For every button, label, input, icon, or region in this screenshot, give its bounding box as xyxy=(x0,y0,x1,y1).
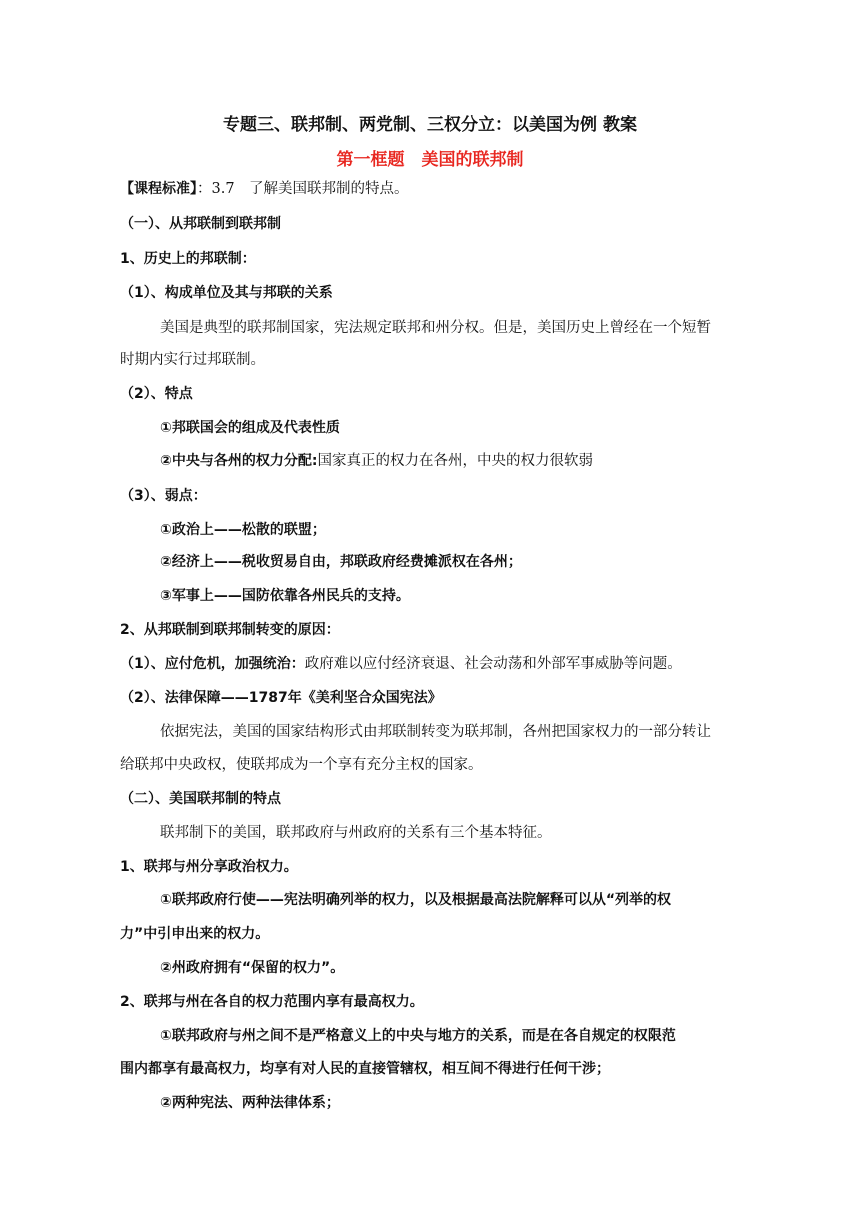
paragraph-3: 联邦制下的美国，联邦政府与州政府的关系有三个基本特征。 xyxy=(160,825,552,841)
feature-item-1: ①邦联国会的组成及代表性质 xyxy=(160,420,340,436)
weakness-item-1: ①政治上——松散的联盟； xyxy=(160,522,326,538)
course-standard-label: 【课程标准】 xyxy=(120,181,197,197)
document-title: 专题三、联邦制、两党制、三权分立：以美国为例 教案 xyxy=(223,115,637,135)
key-point-2a-line-2: 围内都享有最高权力，均享有对人民的直接管辖权，相互间不得进行任何干涉； xyxy=(120,1061,610,1077)
reason-item-1 xyxy=(120,654,740,674)
reason-item-1-label: （1）、应付危机，加强统治： xyxy=(120,656,305,672)
heading-1-2: （2）、特点 xyxy=(120,386,193,402)
key-point-2: 2、联邦与州在各自的权力范围内享有最高权力。 xyxy=(120,994,424,1010)
section-heading-2: （二）、美国联邦制的特点 xyxy=(120,791,281,807)
reason-item-2: （2）、法律保障——1787年《美利坚合众国宪法》 xyxy=(120,690,442,706)
key-point-1a-line-2: 力”中引申出来的权力。 xyxy=(120,926,270,942)
heading-1-1: （1）、构成单位及其与邦联的关系 xyxy=(120,285,333,301)
feature-item-2-label: ②中央与各州的权力分配: xyxy=(160,453,318,469)
weakness-item-3: ③军事上——国防依靠各州民兵的支持。 xyxy=(160,588,410,604)
feature-item-2 xyxy=(160,451,740,471)
heading-1: 1、历史上的邦联制： xyxy=(120,251,256,267)
key-point-2b: ②两种宪法、两种法律体系； xyxy=(160,1095,340,1111)
paragraph-2-line-2: 给联邦中央政权，使联邦成为一个享有充分主权的国家。 xyxy=(120,757,483,773)
paragraph-2-line-1: 依据宪法，美国的国家结构形式由邦联制转变为联邦制，各州把国家权力的一部分转让 xyxy=(160,724,711,740)
key-point-2a-line-1: ①联邦政府与州之间不是严格意义上的中央与地方的关系，而是在各自规定的权限范 xyxy=(160,1028,676,1044)
heading-2: 2、从邦联制到联邦制转变的原因： xyxy=(120,622,340,638)
paragraph-1-line-2: 时期内实行过邦联制。 xyxy=(120,352,265,368)
section-heading-1: （一）、从邦联制到联邦制 xyxy=(120,216,281,232)
feature-item-2-text: 国家真正的权力在各州，中央的权力很软弱 xyxy=(317,453,593,469)
reason-item-1-text: 政府难以应付经济衰退、社会动荡和外部军事威胁等问题。 xyxy=(304,656,682,672)
paragraph-1-line-1: 美国是典型的联邦制国家，宪法规定联邦和州分权。但是，美国历史上曾经在一个短暂 xyxy=(160,320,711,336)
weakness-item-2: ②经济上——税收贸易自由，邦联政府经费摊派权在各州； xyxy=(160,554,522,570)
document-subtitle: 第一框题 美国的联邦制 xyxy=(336,150,524,170)
course-standard-text: ：3.7 了解美国联邦制的特点。 xyxy=(197,181,409,197)
key-point-1a-line-1: ①联邦政府行使——宪法明确列举的权力，以及根据最高法院解释可以从“列举的权 xyxy=(160,892,672,908)
course-standard xyxy=(120,179,740,199)
key-point-1b: ②州政府拥有“保留的权力”。 xyxy=(160,960,345,976)
heading-1-3: （3）、弱点： xyxy=(120,488,207,504)
key-point-1: 1、联邦与州分享政治权力。 xyxy=(120,859,298,875)
